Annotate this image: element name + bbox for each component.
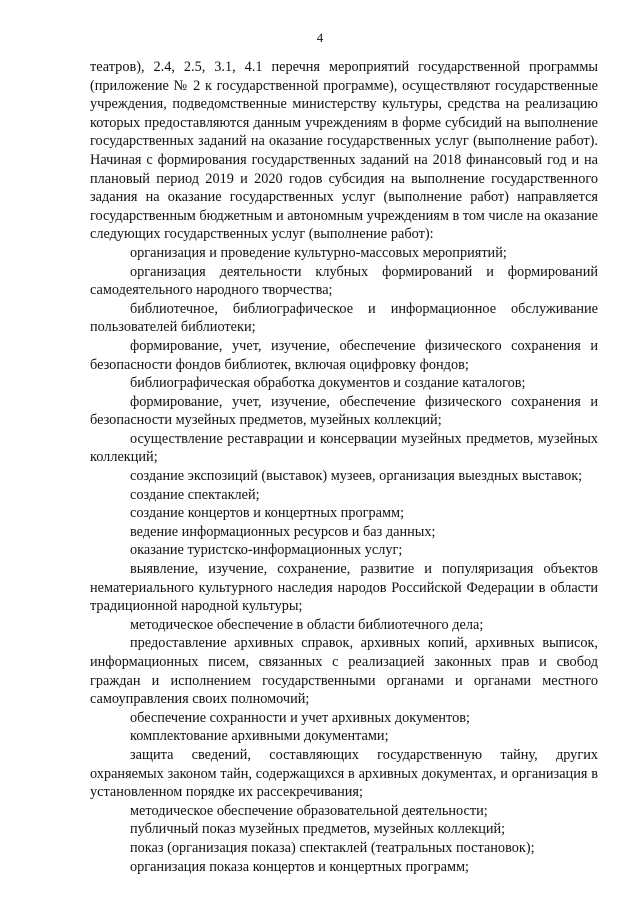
- list-item: обеспечение сохранности и учет архивных документов;: [130, 709, 470, 726]
- list-item: предоставление архивных справок, архивных копий, архивных выписок, информационных писем, связанных с реализацией законных прав и свобод граждан и исполнением государственными органами и органами местного самоуправления своих полномочий;: [90, 635, 598, 708]
- list-item: организация деятельности клубных формирований и формирований самодеятельного народного творчества;: [90, 263, 598, 299]
- list-item: формирование, учет, изучение, обеспечение физического сохранения и безопасности фондов библиотек, включая оцифровку фондов;: [90, 337, 598, 373]
- intro-paragraph: театров), 2.4, 2.5, 3.1, 4.1 перечня мероприятий государственной программы (приложение № 2 к государственной программе), осуществляют государственные учреждения, подведомственные министерству культуры, средства на реализацию которых предоставляются данным учреждениям в форме субсидий на выполнение государственных заданий на оказание государственных услуг (выполнение работ). Начиная с формирования государственных заданий на 2018 финансовый год и на плановый период 2019 и 2020 годов субсидия на выполнение государственного задания на оказание государственных услуг (выполнение работ) направляется государственным бюджетным и автономным учреждениям в том числе на оказание следующих государственных услуг (выполнение работ):: [90, 59, 598, 243]
- list-item: публичный показ музейных предметов, музейных коллекций;: [130, 821, 506, 838]
- list-item: оказание туристско-информационных услуг;: [130, 542, 403, 559]
- list-item: библиотечное, библиографическое и информационное обслуживание пользователей библиотеки;: [90, 300, 598, 336]
- list-item: защита сведений, составляющих государственную тайну, других охраняемых законом тайн, содержащихся в архивных документах, и организация в установленном порядке их рассекречивания;: [90, 746, 598, 801]
- page-number: 4: [316, 30, 324, 45]
- list-item: формирование, учет, изучение, обеспечение физического сохранения и безопасности музейных предметов, музейных коллекций;: [90, 393, 598, 429]
- list-item: методическое обеспечение образовательной деятельности;: [130, 802, 488, 819]
- list-item: комплектование архивными документами;: [130, 728, 389, 745]
- list-item: организация показа концертов и концертных программ;: [130, 858, 470, 875]
- list-item: создание концертов и концертных программ;: [130, 505, 405, 522]
- list-item: создание спектаклей;: [130, 486, 260, 503]
- list-item: осуществление реставрации и консервации музейных предметов, музейных коллекций;: [90, 430, 598, 466]
- list-item: методическое обеспечение в области библиотечного дела;: [130, 616, 484, 633]
- list-item: выявление, изучение, сохранение, развитие и популяризация объектов нематериального культурного наследия народов Российской Федерации в области традиционной народной культуры;: [90, 561, 598, 615]
- list-item: библиографическая обработка документов и создание каталогов;: [130, 375, 526, 392]
- list-item: ведение информационных ресурсов и баз данных;: [130, 523, 436, 540]
- list-item: организация и проведение культурно-массовых мероприятий;: [130, 244, 507, 261]
- list-item: показ (организация показа) спектаклей (театральных постановок);: [130, 839, 535, 856]
- list-item: создание экспозиций (выставок) музеев, организация выездных выставок;: [130, 468, 583, 485]
- document-body: [90, 58, 598, 876]
